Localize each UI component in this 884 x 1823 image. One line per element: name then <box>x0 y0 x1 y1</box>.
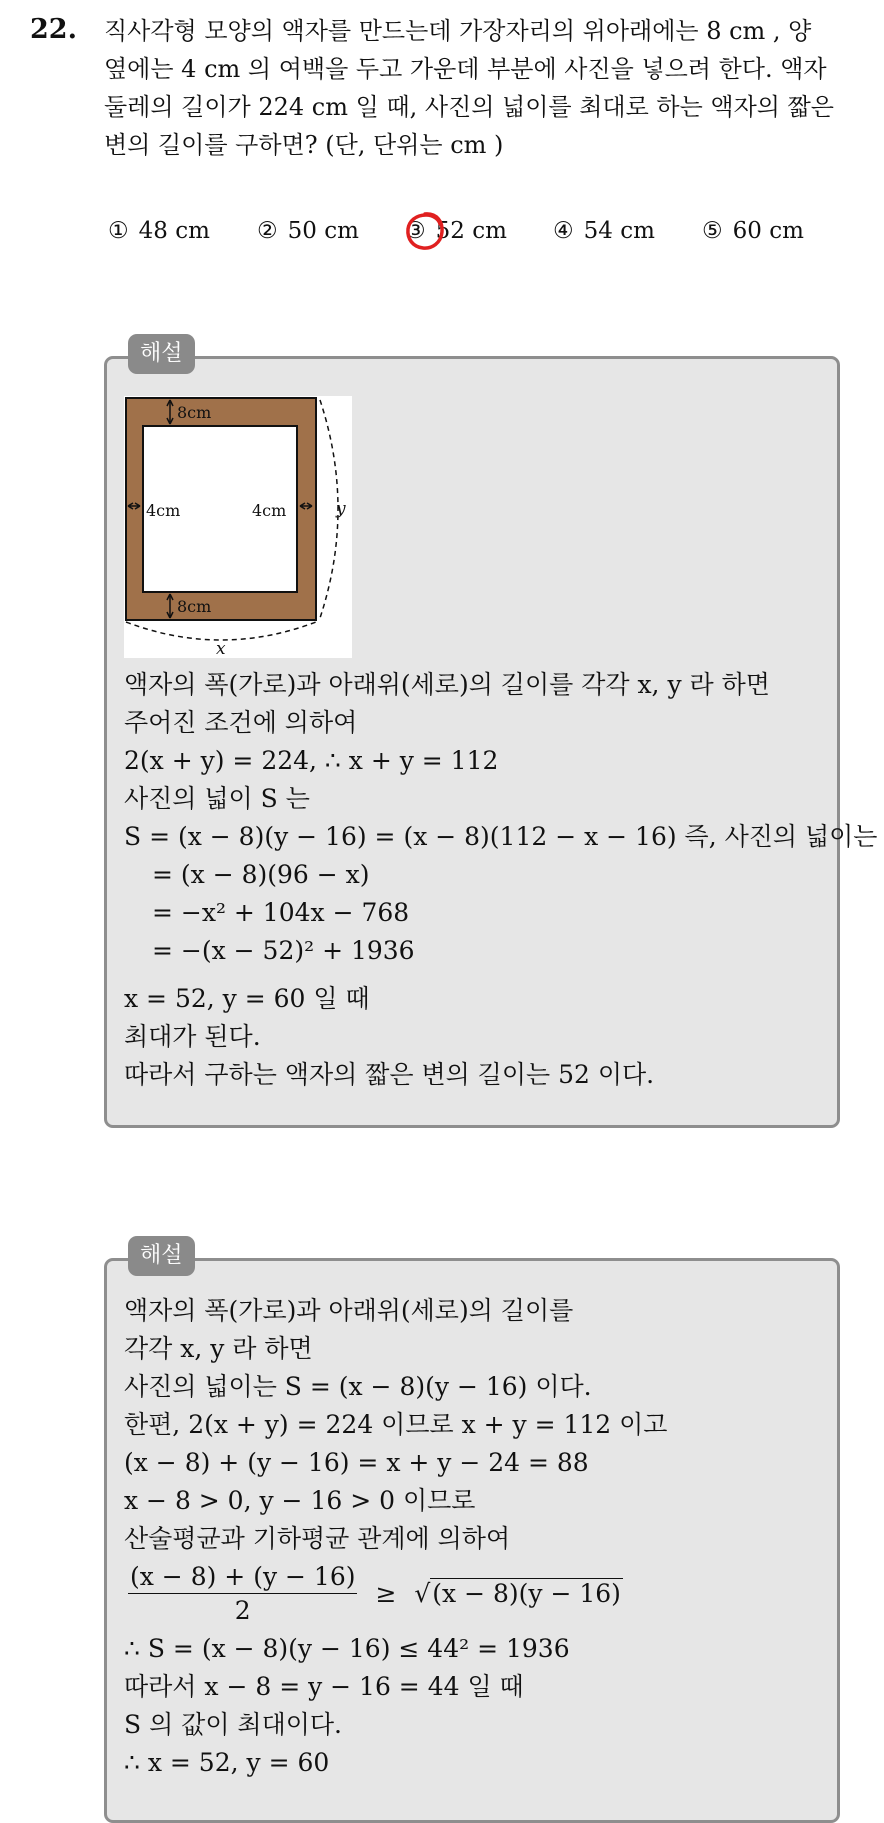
choice-marker: ④ <box>553 218 574 244</box>
solution1-line: 사진의 넓이 S 는 <box>124 784 310 813</box>
choice-label: 50 cm <box>287 218 359 244</box>
choice-1[interactable] <box>108 218 210 244</box>
solution1-line: 주어진 조건에 의하여 <box>124 708 358 737</box>
selected-answer-circle-icon <box>404 210 446 252</box>
question-line: 직사각형 모양의 액자를 만드는데 가장자리의 위아래에는 8 cm , 양 <box>104 17 812 45</box>
choice-label: 60 cm <box>732 218 804 244</box>
solution2-line: S 의 값이 최대이다. <box>124 1710 342 1739</box>
solution1-line: S = (x − 8)(y − 16) = (x − 8)(112 − x − 16) 즉, 사진의 넓이는 <box>124 822 878 851</box>
solution2-line: 산술평균과 기하평균 관계에 의하여 <box>124 1524 511 1553</box>
question-line: 변의 길이를 구하면? (단, 단위는 cm ) <box>104 131 504 159</box>
solution2-line: 한편, 2(x + y) = 224 이므로 x + y = 112 이고 <box>124 1410 668 1439</box>
sqrt-icon: √ <box>414 1579 431 1608</box>
solution2-line: (x − 8) + (y − 16) = x + y − 24 = 88 <box>124 1448 589 1477</box>
solution1-line: = −x² + 104x − 768 <box>152 898 410 927</box>
square-root <box>414 1579 623 1608</box>
solution-tag: 해설 <box>128 334 195 374</box>
solution1-line: 2(x + y) = 224, ∴ x + y = 112 <box>124 746 499 775</box>
solution1-line: = −(x − 52)² + 1936 <box>152 936 415 965</box>
question-line: 둘레의 길이가 224 cm 일 때, 사진의 넓이를 최대로 하는 액자의 짧은 <box>104 93 834 121</box>
right-margin-label: 4cm <box>252 501 287 520</box>
y-label: y <box>336 499 346 519</box>
solution2-line: 따라서 x − 8 = y − 16 = 44 일 때 <box>124 1672 524 1701</box>
solution1-line: x = 52, y = 60 일 때 <box>124 984 370 1013</box>
choice-2[interactable] <box>257 218 359 244</box>
inequality-sign: ≥ <box>375 1579 397 1608</box>
choice-marker: ⑤ <box>702 218 723 244</box>
choice-marker: ③ <box>405 218 426 244</box>
solution2-line: 액자의 폭(가로)과 아래위(세로)의 길이를 <box>124 1296 574 1325</box>
choice-label: 54 cm <box>583 218 655 244</box>
question-number: 22. <box>30 14 77 45</box>
solution1-line: = (x − 8)(96 − x) <box>152 860 370 889</box>
frame-diagram <box>124 396 352 658</box>
solution2-line: ∴ x = 52, y = 60 <box>124 1748 330 1777</box>
fraction-denominator: 2 <box>234 1596 251 1625</box>
solution2-line: 사진의 넓이는 S = (x − 8)(y − 16) 이다. <box>124 1372 592 1401</box>
solution1-line: 최대가 된다. <box>124 1022 261 1051</box>
question-line: 옆에는 4 cm 의 여백을 두고 가운데 부분에 사진을 넣으려 한다. 액자 <box>104 55 827 83</box>
solution2-line: ∴ S = (x − 8)(y − 16) ≤ 44² = 1936 <box>124 1634 570 1663</box>
fraction-numerator: (x − 8) + (y − 16) <box>128 1562 357 1594</box>
solution1-line: 액자의 폭(가로)과 아래위(세로)의 길이를 각각 x, y 라 하면 <box>124 670 770 699</box>
solution1-line: 따라서 구하는 액자의 짧은 변의 길이는 52 이다. <box>124 1060 655 1089</box>
choice-label: 48 cm <box>138 218 210 244</box>
left-margin-label: 4cm <box>146 501 181 520</box>
choice-4[interactable] <box>553 218 655 244</box>
fraction <box>128 1562 357 1625</box>
radicand: (x − 8)(y − 16) <box>432 1579 621 1608</box>
bottom-margin-label: 8cm <box>177 597 212 616</box>
solution2-line: 각각 x, y 라 하면 <box>124 1334 313 1363</box>
solution2-line: x − 8 > 0, y − 16 > 0 이므로 <box>124 1486 476 1515</box>
choice-marker: ② <box>257 218 278 244</box>
solution-tag: 해설 <box>128 1236 195 1276</box>
choice-5[interactable] <box>702 218 804 244</box>
choice-marker: ① <box>108 218 129 244</box>
top-margin-label: 8cm <box>177 403 212 422</box>
choice-label: 52 cm <box>435 218 507 244</box>
am-gm-inequality <box>128 1562 623 1625</box>
question-text <box>104 12 864 164</box>
x-label: x <box>216 639 226 658</box>
